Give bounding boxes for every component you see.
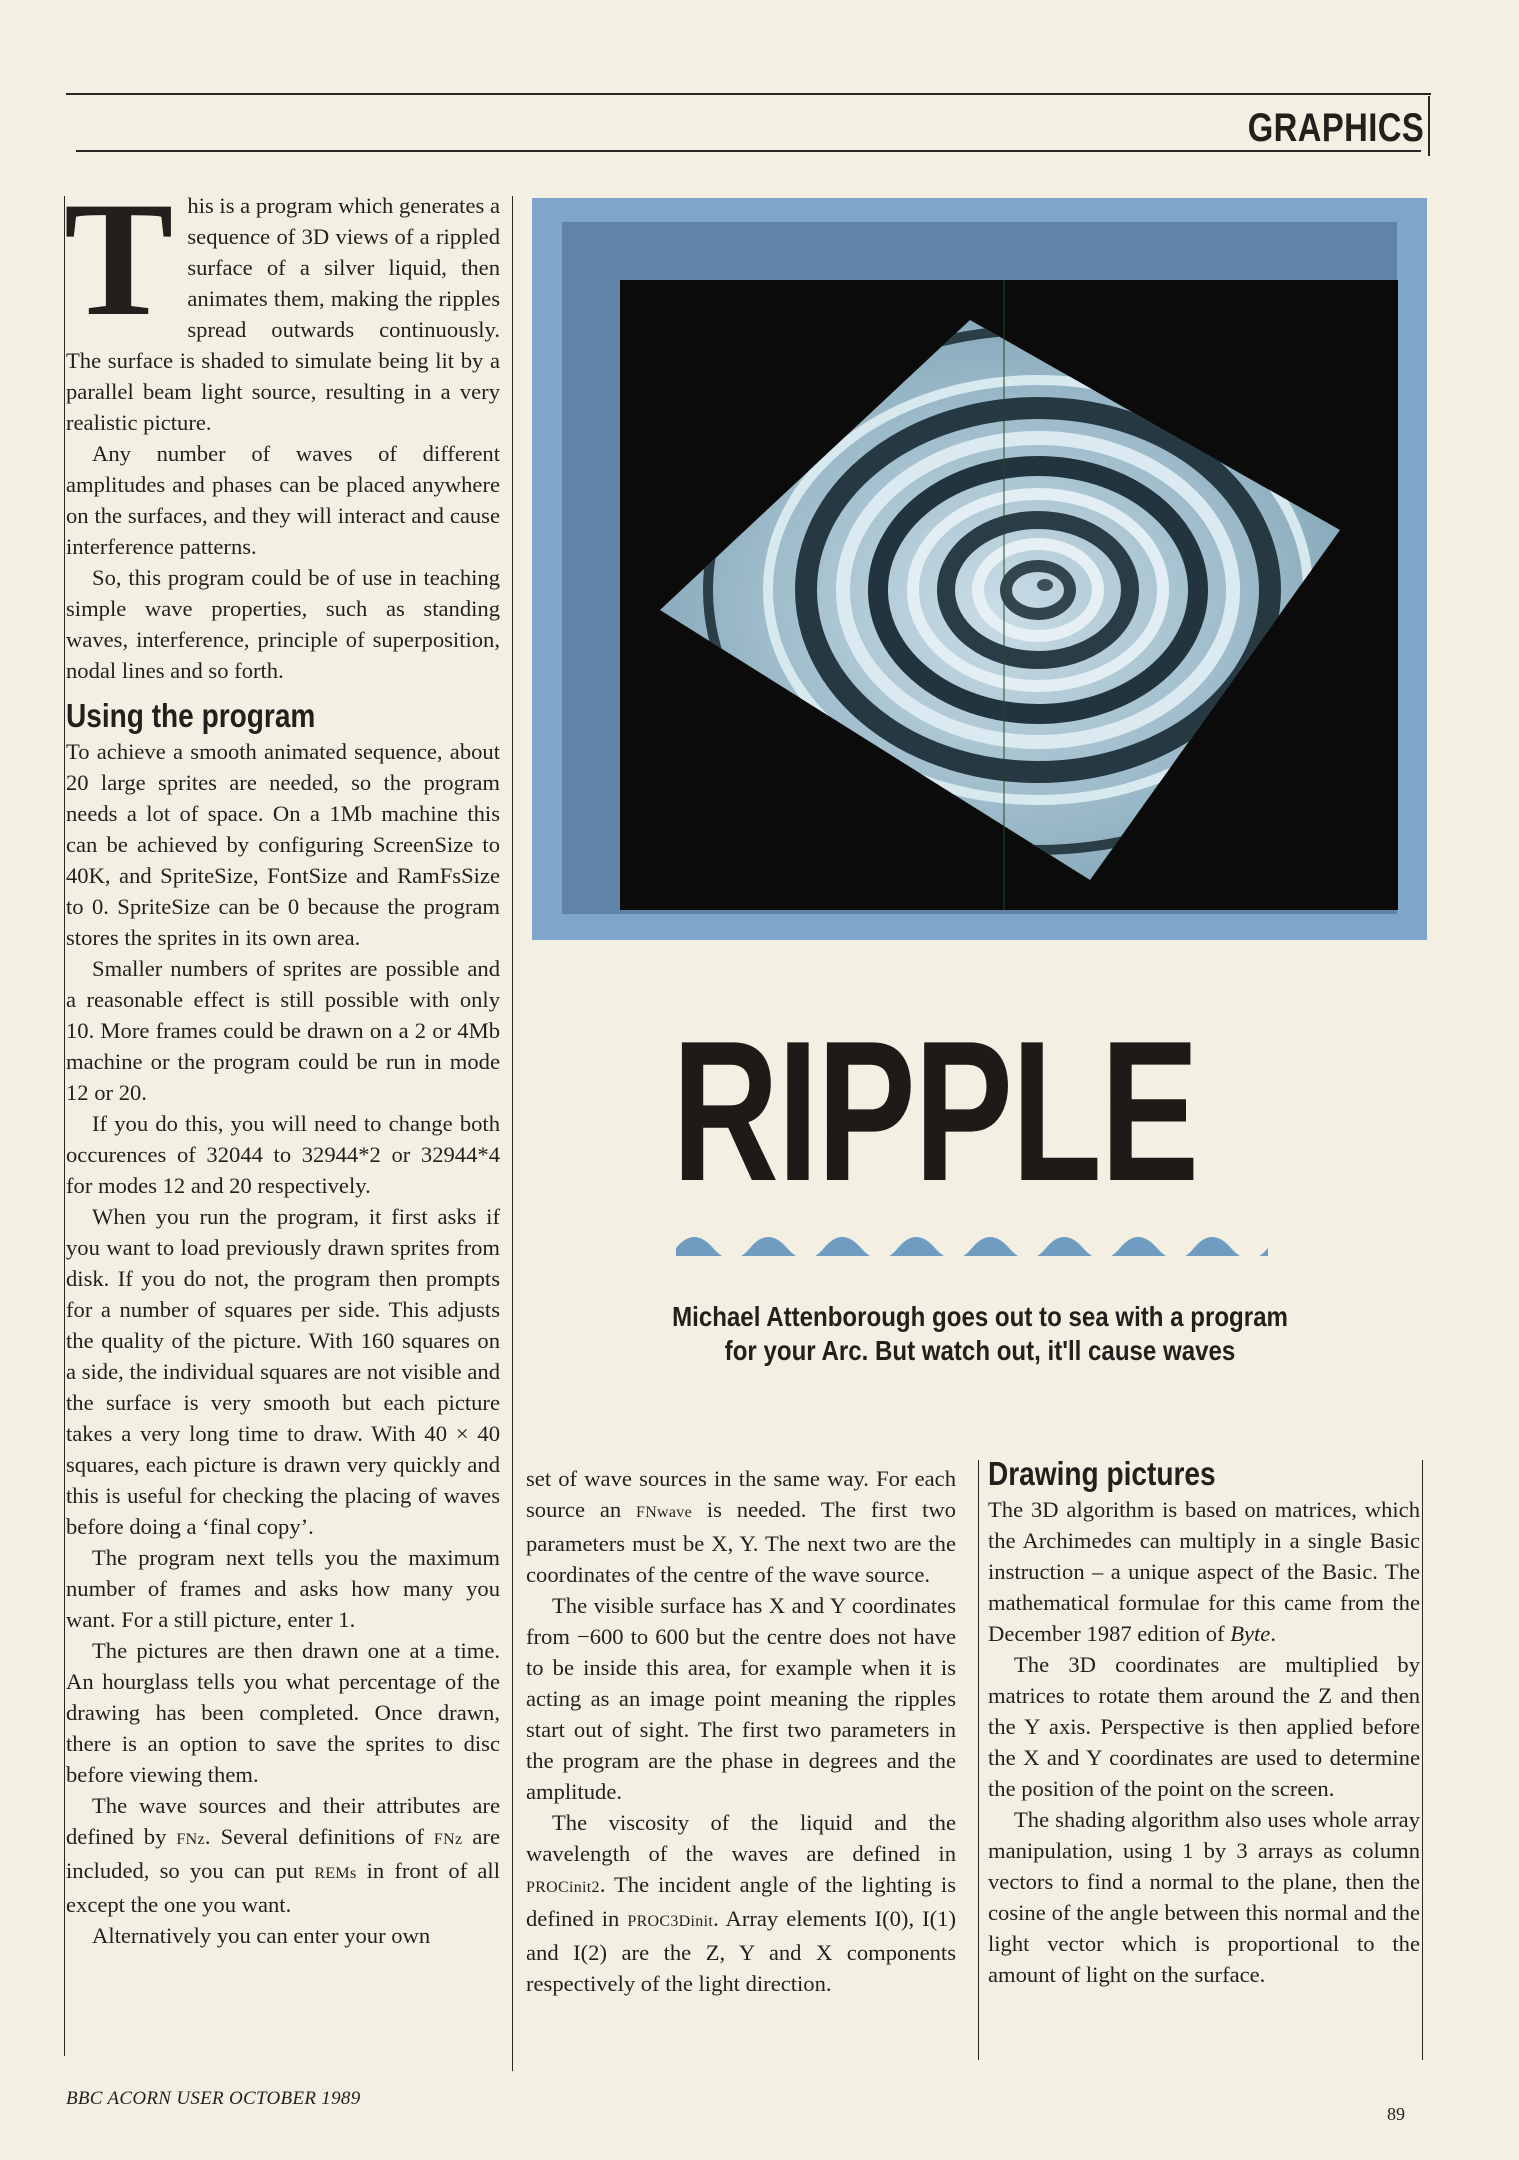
header-right-rule (1428, 96, 1430, 156)
header-rule (76, 150, 1421, 152)
paragraph: The visible surface has X and Y coordinates from −600 to 600 but the centre does not have to be inside this area, for example when it is acting as an image point meaning the ripples start out of sight. The first two parameters in the program are the phase in degrees and the amplitude. (526, 1593, 956, 1804)
top-rule (66, 93, 1431, 95)
paragraph: Smaller numbers of sprites are possible and a reasonable effect is still possible with only 10. More frames could be drawn on a 2 or 4Mb machine or the program could be run in mode 12 or 20. (66, 956, 500, 1105)
paragraph: The program next tells you the maximum number of frames and asks how many you want. For a still picture, enter 1. (66, 1545, 500, 1632)
paragraph: If you do this, you will need to change both occurences of 32044 to 32944*2 or 32944*4 for modes 12 and 20 respectively. (66, 1111, 500, 1198)
drop-cap: T (64, 169, 174, 350)
column-2 (526, 1463, 956, 1999)
paragraph: The wave sources and their attributes are defined by FNz. Several definitions of FNz are included, so you can put REMs in front of all except the one you want. (66, 1793, 500, 1917)
section-heading: Using the program (66, 697, 316, 734)
article-headline: RIPPLE (672, 1000, 1198, 1223)
column1-right-rule (512, 196, 513, 2071)
paragraph: The pictures are then drawn one at a time. An hourglass tells you what percentage of the drawing has been completed. Once drawn, there is an option to save the sprites to disc before viewing them. (66, 1638, 500, 1787)
standfirst-line: Michael Attenborough goes out to sea with a program (672, 1301, 1288, 1332)
intro-paragraph: This is a program which generates a sequence of 3D views of a rippled surface of a silver liquid, then animates them, making the ripples spread outwards continuously. The surface is shaded to simulate being lit by a parallel beam light source, resulting in a very realistic picture. (64, 169, 500, 435)
standfirst-line: for your Arc. But watch out, it'll cause waves (724, 1335, 1236, 1366)
paragraph: The shading algorithm also uses whole array manipulation, using 1 by 3 arrays as column vectors to find a normal to the plane, then the cosine of the angle between this normal and the light vector which is proportional to the amount of light on the surface. (988, 1807, 1420, 1987)
paragraph: Alternatively you can enter your own (92, 1923, 431, 1948)
column-3 (988, 1452, 1420, 1990)
column-1 (64, 169, 500, 1951)
column3-right-rule (1422, 1460, 1423, 2060)
column1-left-rule (64, 196, 65, 2056)
paragraph: The 3D coordinates are multiplied by matrices to rotate them around the Z and then the Y axis. Perspective is then applied before the X and Y coordinates are used to determine the position of the point on the screen. (988, 1652, 1420, 1801)
standfirst (619, 1300, 1341, 1368)
paragraph: The viscosity of the liquid and the wavelength of the waves are defined in PROCinit2. The incident angle of the lighting is defined in PROC3Dinit. Array elements I(0), I(1) and I(2) are the Z, Y and X components respectively of the light direction. (526, 1810, 956, 1996)
paragraph: To achieve a smooth animated sequence, about 20 large sprites are needed, so the program needs a lot of space. On a 1Mb machine this can be achieved by configuring ScreenSize to 40K, and SpriteSize, FontSize and RamFsSize to 0. SpriteSize can be 0 because the program stores the sprites in its own area. (66, 739, 500, 950)
monitor-screen (620, 280, 1398, 910)
page-number: 89 (1387, 2104, 1405, 2124)
section-label: GRAPHICS (1247, 106, 1424, 150)
ripple-figure (532, 198, 1427, 940)
paragraph: The 3D algorithm is based on matrices, which the Archimedes can multiply in a single Basic instruction – a unique aspect of the Basic. The mathematical formulae for this came from the December 1987 edition of Byte. (988, 1497, 1420, 1646)
paragraph: So, this program could be of use in teaching simple wave properties, such as standing waves, interference, principle of superposition, nodal lines and so forth. (66, 565, 500, 683)
section-heading: Drawing pictures (988, 1455, 1216, 1492)
paragraph: When you run the program, it first asks if you want to load previously drawn sprites from disk. If you do not, the program then prompts for a number of squares per side. This adjusts the quality of the picture. With 160 squares on a side, the individual squares are not visible and the surface is very smooth but each picture takes a very long time to draw. With 40 × 40 squares, each picture is drawn very quickly and this is useful for checking the placing of waves before doing a ‘final copy’. (66, 1204, 500, 1539)
footer-publication: BBC ACORN USER OCTOBER 1989 (66, 2088, 361, 2109)
paragraph: set of wave sources in the same way. For each source an FNwave is needed. The first two parameters must be X, Y. The next two are the coordinates of the centre of the wave source. (526, 1466, 956, 1587)
paragraph: Any number of waves of different amplitudes and phases can be placed anywhere on the surfaces, and they will interact and cause interference patterns. (66, 441, 500, 559)
monitor-bevel (562, 222, 1397, 914)
column3-left-rule (978, 1460, 979, 2060)
wave-ornament (676, 1226, 1268, 1256)
ripple-render-illustration (620, 280, 1398, 910)
